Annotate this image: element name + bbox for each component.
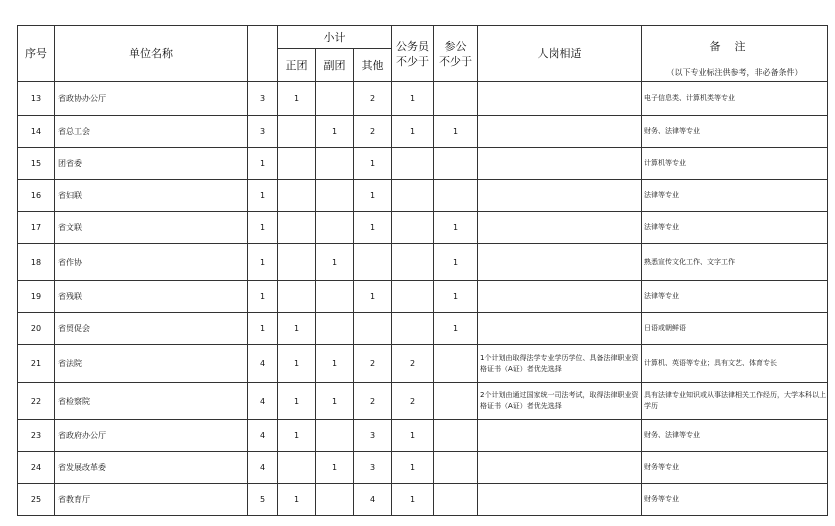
row-futuan-cell: 1 bbox=[316, 383, 354, 420]
table-row bbox=[18, 420, 828, 452]
row-seq-cell: 24 bbox=[18, 452, 55, 484]
header-civil-servant-line1: 公务员 bbox=[396, 39, 429, 53]
row-unit-cell: 省检察院 bbox=[55, 383, 248, 420]
row-person-post-cell bbox=[478, 180, 642, 212]
row-total-cell: 3 bbox=[248, 116, 278, 148]
row-zhengtuan-cell: 1 bbox=[278, 383, 316, 420]
table-row bbox=[18, 345, 828, 383]
row-civil-servant-cell: 1 bbox=[392, 452, 434, 484]
row-total-cell: 4 bbox=[248, 345, 278, 383]
row-seq-cell: 25 bbox=[18, 484, 55, 516]
row-qita-cell bbox=[354, 244, 392, 281]
row-canggong-cell bbox=[434, 383, 478, 420]
row-remarks-cell: 财务、法律等专业 bbox=[642, 116, 828, 148]
row-unit-cell: 团省委 bbox=[55, 148, 248, 180]
row-unit-cell: 省政府办公厅 bbox=[55, 420, 248, 452]
header-seq: 序号 bbox=[18, 26, 55, 82]
row-qita-cell: 2 bbox=[354, 383, 392, 420]
row-remarks-cell: 法律等专业 bbox=[642, 212, 828, 244]
row-zhengtuan-cell: 1 bbox=[278, 420, 316, 452]
row-person-post-cell bbox=[478, 452, 642, 484]
table-row bbox=[18, 281, 828, 313]
row-civil-servant-cell bbox=[392, 313, 434, 345]
row-canggong-cell: 1 bbox=[434, 212, 478, 244]
row-canggong-cell bbox=[434, 452, 478, 484]
row-person-post-cell bbox=[478, 420, 642, 452]
row-person-post-cell bbox=[478, 116, 642, 148]
row-unit-cell: 省法院 bbox=[55, 345, 248, 383]
row-remarks-cell: 财务等专业 bbox=[642, 452, 828, 484]
row-total-cell: 4 bbox=[248, 420, 278, 452]
row-civil-servant-cell: 2 bbox=[392, 345, 434, 383]
row-total-cell: 5 bbox=[248, 484, 278, 516]
row-qita-cell: 1 bbox=[354, 180, 392, 212]
row-zhengtuan-cell bbox=[278, 116, 316, 148]
row-unit-cell: 省文联 bbox=[55, 212, 248, 244]
row-unit-cell: 省教育厅 bbox=[55, 484, 248, 516]
row-total-cell: 1 bbox=[248, 148, 278, 180]
row-zhengtuan-cell bbox=[278, 148, 316, 180]
row-civil-servant-cell: 1 bbox=[392, 82, 434, 116]
row-civil-servant-cell bbox=[392, 244, 434, 281]
row-person-post-cell bbox=[478, 82, 642, 116]
row-total-cell: 1 bbox=[248, 281, 278, 313]
row-qita-cell: 2 bbox=[354, 116, 392, 148]
row-futuan-cell: 1 bbox=[316, 345, 354, 383]
row-canggong-cell bbox=[434, 345, 478, 383]
row-total-cell: 3 bbox=[248, 82, 278, 116]
row-unit-cell: 省总工会 bbox=[55, 116, 248, 148]
row-person-post-cell bbox=[478, 281, 642, 313]
row-zhengtuan-cell: 1 bbox=[278, 345, 316, 383]
row-qita-cell: 4 bbox=[354, 484, 392, 516]
header-civil-servant-line2: 不少于 bbox=[396, 54, 429, 68]
table-row bbox=[18, 180, 828, 212]
row-canggong-cell: 1 bbox=[434, 313, 478, 345]
row-futuan-cell bbox=[316, 313, 354, 345]
header-civil-servant bbox=[392, 26, 434, 82]
header-futuan: 副团 bbox=[316, 49, 354, 82]
row-futuan-cell: 1 bbox=[316, 452, 354, 484]
header-canggong bbox=[434, 26, 478, 82]
row-zhengtuan-cell bbox=[278, 180, 316, 212]
row-canggong-cell: 1 bbox=[434, 244, 478, 281]
row-seq-cell: 22 bbox=[18, 383, 55, 420]
row-person-post-cell: 1个计划由取得法学专业学历学位、具备法律职业资格证书（A证）者优先选择 bbox=[478, 345, 642, 383]
row-unit-cell: 省政协办公厅 bbox=[55, 82, 248, 116]
row-civil-servant-cell bbox=[392, 180, 434, 212]
row-zhengtuan-cell bbox=[278, 452, 316, 484]
row-remarks-cell: 财务等专业 bbox=[642, 484, 828, 516]
header-remarks bbox=[642, 26, 828, 82]
row-seq-cell: 19 bbox=[18, 281, 55, 313]
row-futuan-cell bbox=[316, 281, 354, 313]
row-civil-servant-cell bbox=[392, 281, 434, 313]
row-civil-servant-cell: 1 bbox=[392, 116, 434, 148]
row-total-cell: 1 bbox=[248, 180, 278, 212]
row-canggong-cell bbox=[434, 180, 478, 212]
table-row bbox=[18, 82, 828, 116]
row-qita-cell: 1 bbox=[354, 148, 392, 180]
row-zhengtuan-cell: 1 bbox=[278, 82, 316, 116]
header-person-post: 人岗相适 bbox=[478, 26, 642, 82]
row-futuan-cell: 1 bbox=[316, 244, 354, 281]
row-qita-cell: 3 bbox=[354, 452, 392, 484]
row-qita-cell: 1 bbox=[354, 281, 392, 313]
row-remarks-cell: 日语或朝鲜语 bbox=[642, 313, 828, 345]
row-futuan-cell bbox=[316, 180, 354, 212]
row-unit-cell: 省作协 bbox=[55, 244, 248, 281]
row-futuan-cell bbox=[316, 484, 354, 516]
row-total-cell: 1 bbox=[248, 212, 278, 244]
header-zhengtuan: 正团 bbox=[278, 49, 316, 82]
row-unit-cell: 省发展改革委 bbox=[55, 452, 248, 484]
row-qita-cell bbox=[354, 313, 392, 345]
row-total-cell: 4 bbox=[248, 452, 278, 484]
table-row bbox=[18, 148, 828, 180]
row-seq-cell: 17 bbox=[18, 212, 55, 244]
row-futuan-cell bbox=[316, 212, 354, 244]
header-remarks-subtitle: （以下专业标注供参考，非必备条件） bbox=[666, 68, 803, 77]
header-subtotal: 小计 bbox=[278, 26, 392, 49]
table-row bbox=[18, 116, 828, 148]
row-seq-cell: 21 bbox=[18, 345, 55, 383]
row-zhengtuan-cell: 1 bbox=[278, 484, 316, 516]
row-civil-servant-cell bbox=[392, 212, 434, 244]
table-row bbox=[18, 484, 828, 516]
table-row bbox=[18, 452, 828, 484]
row-unit-cell: 省贸促会 bbox=[55, 313, 248, 345]
row-remarks-cell: 电子信息类、计算机类等专业 bbox=[642, 82, 828, 116]
row-civil-servant-cell: 1 bbox=[392, 420, 434, 452]
row-qita-cell: 1 bbox=[354, 212, 392, 244]
header-total-blank bbox=[248, 26, 278, 82]
row-futuan-cell: 1 bbox=[316, 116, 354, 148]
row-zhengtuan-cell bbox=[278, 281, 316, 313]
table-row bbox=[18, 313, 828, 345]
header-qita: 其他 bbox=[354, 49, 392, 82]
row-remarks-cell: 财务、法律等专业 bbox=[642, 420, 828, 452]
row-remarks-cell: 计算机等专业 bbox=[642, 148, 828, 180]
row-person-post-cell bbox=[478, 244, 642, 281]
row-canggong-cell bbox=[434, 82, 478, 116]
header-canggong-line1: 参公 bbox=[444, 39, 467, 53]
row-seq-cell: 18 bbox=[18, 244, 55, 281]
row-person-post-cell bbox=[478, 148, 642, 180]
row-futuan-cell bbox=[316, 82, 354, 116]
row-futuan-cell bbox=[316, 420, 354, 452]
row-seq-cell: 16 bbox=[18, 180, 55, 212]
header-remarks-title: 备注 bbox=[709, 40, 760, 53]
row-total-cell: 1 bbox=[248, 244, 278, 281]
row-unit-cell: 省妇联 bbox=[55, 180, 248, 212]
row-zhengtuan-cell bbox=[278, 212, 316, 244]
row-qita-cell: 2 bbox=[354, 82, 392, 116]
row-qita-cell: 2 bbox=[354, 345, 392, 383]
row-seq-cell: 15 bbox=[18, 148, 55, 180]
row-seq-cell: 14 bbox=[18, 116, 55, 148]
row-person-post-cell bbox=[478, 484, 642, 516]
row-civil-servant-cell: 2 bbox=[392, 383, 434, 420]
table-row bbox=[18, 383, 828, 420]
row-civil-servant-cell: 1 bbox=[392, 484, 434, 516]
row-canggong-cell bbox=[434, 420, 478, 452]
row-canggong-cell: 1 bbox=[434, 281, 478, 313]
header-canggong-line2: 不少于 bbox=[439, 54, 472, 68]
allocation-table bbox=[17, 25, 828, 516]
row-remarks-cell: 计算机、英语等专业；具有文艺、体育专长 bbox=[642, 345, 828, 383]
row-zhengtuan-cell bbox=[278, 244, 316, 281]
row-person-post-cell bbox=[478, 212, 642, 244]
row-seq-cell: 20 bbox=[18, 313, 55, 345]
row-remarks-cell: 法律等专业 bbox=[642, 281, 828, 313]
row-canggong-cell bbox=[434, 148, 478, 180]
row-futuan-cell bbox=[316, 148, 354, 180]
table-row bbox=[18, 212, 828, 244]
row-total-cell: 4 bbox=[248, 383, 278, 420]
row-civil-servant-cell bbox=[392, 148, 434, 180]
header-unit-name: 单位名称 bbox=[55, 26, 248, 82]
row-zhengtuan-cell: 1 bbox=[278, 313, 316, 345]
row-seq-cell: 13 bbox=[18, 82, 55, 116]
row-person-post-cell bbox=[478, 313, 642, 345]
table-row bbox=[18, 244, 828, 281]
row-canggong-cell: 1 bbox=[434, 116, 478, 148]
row-unit-cell: 省残联 bbox=[55, 281, 248, 313]
row-person-post-cell: 2个计划由通过国家统一司法考试，取得法律职业资格证书（A证）者优先选择 bbox=[478, 383, 642, 420]
row-remarks-cell: 法律等专业 bbox=[642, 180, 828, 212]
row-seq-cell: 23 bbox=[18, 420, 55, 452]
row-total-cell: 1 bbox=[248, 313, 278, 345]
row-canggong-cell bbox=[434, 484, 478, 516]
row-remarks-cell: 熟悉宣传文化工作、文字工作 bbox=[642, 244, 828, 281]
row-qita-cell: 3 bbox=[354, 420, 392, 452]
row-remarks-cell: 具有法律专业知识或从事法律相关工作经历，大学本科以上学历 bbox=[642, 383, 828, 420]
